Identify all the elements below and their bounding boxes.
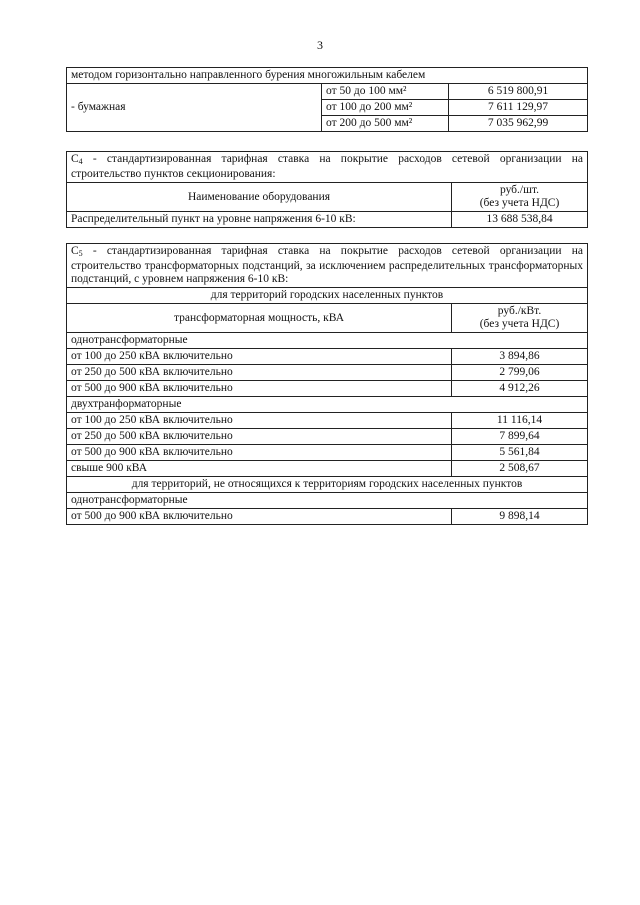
value-cell: 6 519 800,91 bbox=[449, 84, 588, 100]
distribution-point-value: 13 688 538,84 bbox=[452, 212, 588, 228]
unit-column-header: руб./шт. (без учета НДС) bbox=[452, 183, 588, 212]
row-label: от 500 до 900 кВА включительно bbox=[67, 509, 452, 525]
row-label: от 250 до 500 кВА включительно bbox=[67, 365, 452, 381]
value-cell: 7 035 962,99 bbox=[449, 116, 588, 132]
range-cell: от 200 до 500 мм² bbox=[322, 116, 449, 132]
row-value: 3 894,86 bbox=[452, 349, 588, 365]
distribution-point-label: Распределительный пункт на уровне напряжения 6-10 кВ: bbox=[67, 212, 452, 228]
range-cell: от 50 до 100 мм² bbox=[322, 84, 449, 100]
row-label: от 500 до 900 кВА включительно bbox=[67, 445, 452, 461]
group-single-transformer-rural: однотрансформаторные bbox=[67, 493, 588, 509]
transformer-substations-table bbox=[66, 243, 588, 525]
row-label: от 100 до 250 кВА включительно bbox=[67, 413, 452, 429]
row-value: 2 508,67 bbox=[452, 461, 588, 477]
row-value: 2 799,06 bbox=[452, 365, 588, 381]
row-value: 4 912,26 bbox=[452, 381, 588, 397]
row-value: 7 899,64 bbox=[452, 429, 588, 445]
c5-description: $С_5$ - стандартизированная тарифная ставка на покрытие расходов сетевой организации на строительство трансформаторных подстанций, за исключением распределительных трансформаторных подстанций, с уровнем напряжения 6-10 кВ: bbox=[67, 244, 588, 288]
row-value: 5 561,84 bbox=[452, 445, 588, 461]
urban-section-header: для территорий городских населенных пунктов bbox=[67, 288, 588, 304]
c4-description: $С_4$ - стандартизированная тарифная ставка на покрытие расходов сетевой организации на строительство пунктов секционирования: bbox=[67, 152, 588, 183]
rural-section-header: для территорий, не относящихся к территориям городских населенных пунктов bbox=[67, 477, 588, 493]
value-cell: 7 611 129,97 bbox=[449, 100, 588, 116]
group-single-transformer: однотрансформаторные bbox=[67, 333, 588, 349]
group-double-transformer: двухтранформаторные bbox=[67, 397, 588, 413]
row-label: от 250 до 500 кВА включительно bbox=[67, 429, 452, 445]
row-value: 11 116,14 bbox=[452, 413, 588, 429]
row-label: свыше 900 кВА bbox=[67, 461, 452, 477]
table1-header: методом горизонтально направленного бурения многожильным кабелем bbox=[67, 68, 588, 84]
sectioning-points-table bbox=[66, 151, 588, 228]
row-label: от 500 до 900 кВА включительно bbox=[67, 381, 452, 397]
cable-drilling-table bbox=[66, 67, 588, 132]
power-column-header: трансформаторная мощность, кВА bbox=[67, 304, 452, 333]
paper-cable-label: - бумажная bbox=[67, 84, 322, 132]
unit-column-header: руб./кВт. (без учета НДС) bbox=[452, 304, 588, 333]
range-cell: от 100 до 200 мм² bbox=[322, 100, 449, 116]
row-value: 9 898,14 bbox=[452, 509, 588, 525]
row-label: от 100 до 250 кВА включительно bbox=[67, 349, 452, 365]
equipment-column-header: Наименование оборудования bbox=[67, 183, 452, 212]
page-number: 3 bbox=[317, 38, 323, 52]
